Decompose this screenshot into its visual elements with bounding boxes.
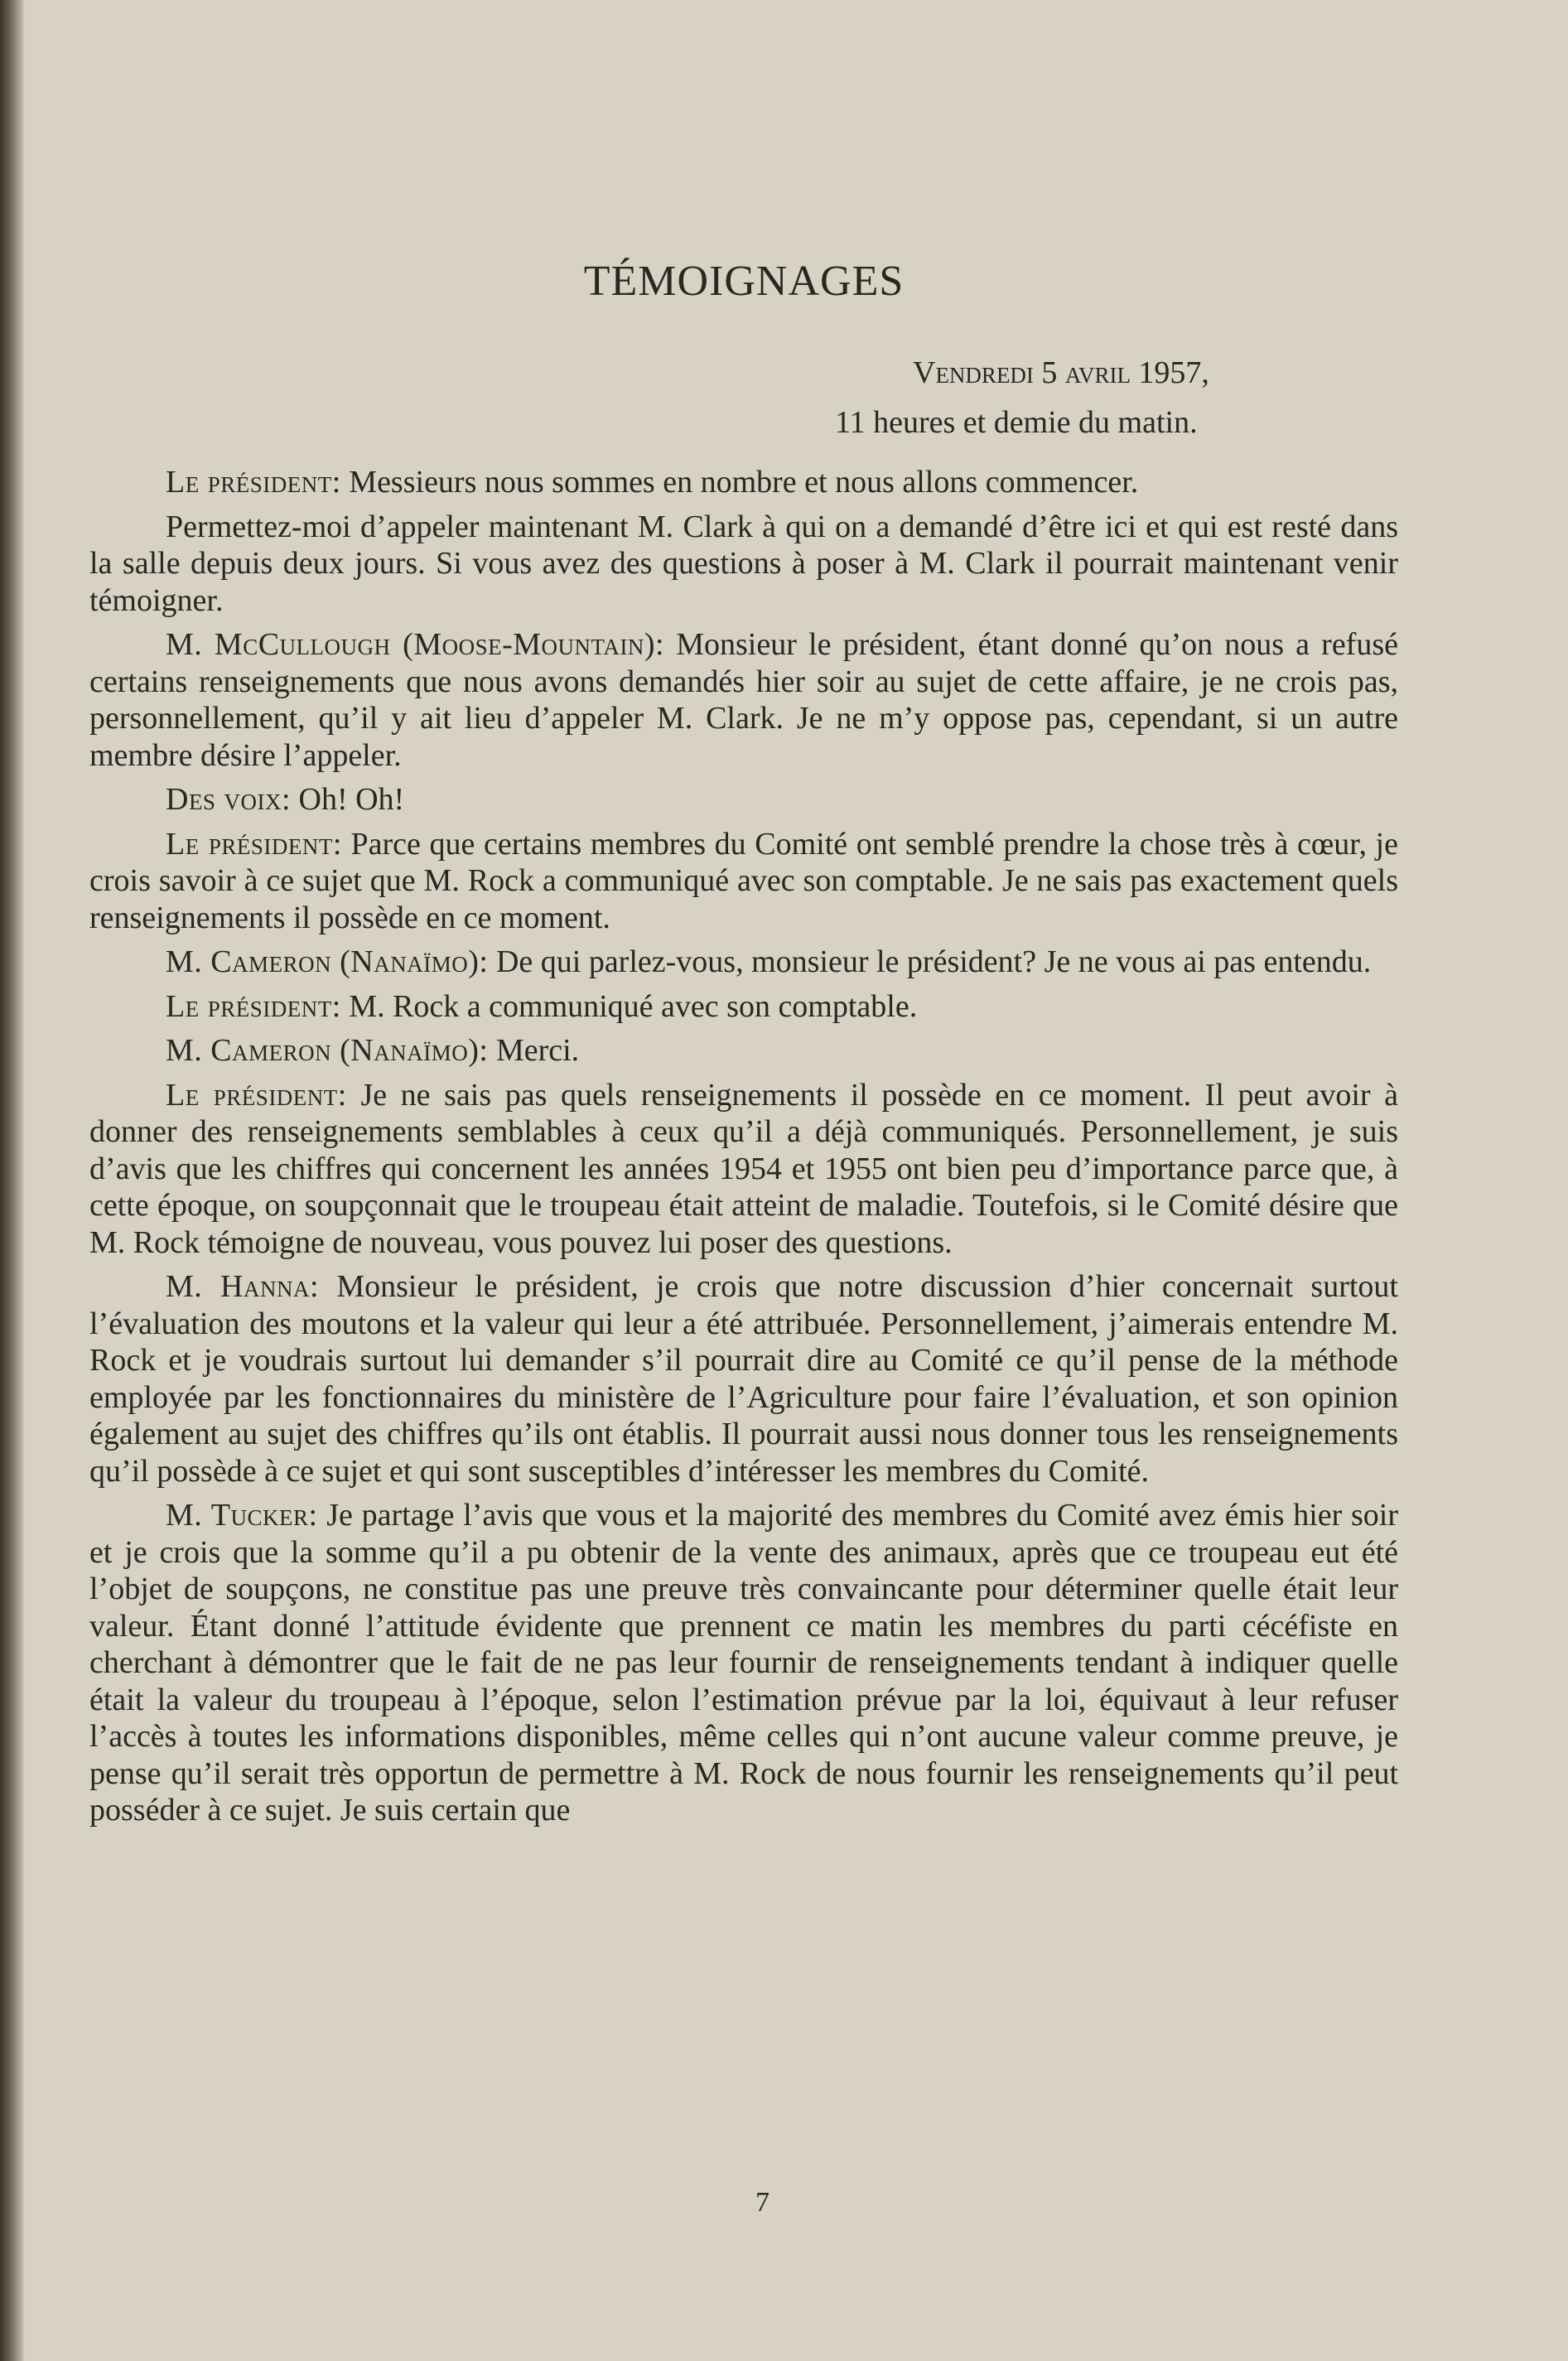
transcript-paragraph [89, 781, 1398, 818]
paragraph-text: Je partage l’avis que vous et la majorité des membres du Comité avez émis hier soir et je crois que la somme qu’il a pu obtenir de la vente des animaux, après que ce troupeau eut été l’objet de soupçons, ne constitue pas une preuve très convaincante pour déterminer quelle était leur valeur. Étant donné l’attitude évidente que prennent ce matin les membres du parti cécéfiste en cherchant à démontrer que le fait de ne pas leur fournir de renseignements tendant à indiquer quelle était la valeur du troupeau à l’époque, selon l’estimation prévue par la loi, équivaut à leur refuser l’accès à toutes les informations disponibles, même celles qui n’ont aucune valeur comme preuve, je pense qu’il serait très opportun de permettre à M. Rock de nous fournir les renseignements qu’il peut posséder à ce sujet. Je suis certain que [89, 1498, 1398, 1827]
transcript-paragraph [89, 509, 1398, 620]
paragraph-text: Merci. [488, 1033, 580, 1068]
transcript-paragraph [89, 944, 1398, 981]
paragraph-text: Je ne sais pas quels renseignements il possède en ce moment. Il peut avoir à donner des renseignements semblables à ceux qu’il a déjà communiqués. Personnellement, je suis d’avis que les chiffres qui concernent les années 1954 et 1955 ont bien peu d’importance parce que, à cette époque, on soupçonnait que le troupeau était atteint de maladie. Toutefois, si le Comité désire que M. Rock témoigne de nouveau, vous pouvez lui poser des questions. [89, 1077, 1398, 1260]
paragraph-text: Permettez-moi d’appeler maintenant M. Clark à qui on a demandé d’être ici et qui est resté dans la salle depuis deux jours. Si vous avez des questions à poser à M. Clark il pourrait maintenant venir témoigner. [89, 509, 1398, 618]
page-number: 7 [755, 2187, 770, 2218]
speaker-label: Le président: [166, 826, 342, 862]
paragraph-text: De qui parlez-vous, monsieur le président? Je ne vous ai pas entendu. [488, 944, 1372, 979]
paragraph-text: Monsieur le président, étant donné qu’on nous a refusé certains renseignements que nous avons demandés hier soir au sujet de cette affaire, je ne crois pas, personnellement, qu’il y ait lieu d’appeler M. Clark. Je ne m’y oppose pas, cependant, si un autre membre désire l’appeler. [89, 627, 1398, 773]
transcript-paragraph [89, 1077, 1398, 1262]
dateline [835, 348, 1415, 447]
speaker-label: M. McCullough (Moose-Mountain): [166, 627, 665, 662]
transcript-paragraph [89, 626, 1398, 774]
speaker-label: M. Hanna: [166, 1269, 320, 1304]
speaker-label: M. Tucker: [166, 1498, 318, 1533]
date-line-time: 11 heures et demie du matin. [835, 405, 1198, 440]
speaker-label: Le président: [166, 465, 341, 500]
date-day: Vendredi 5 avril 1957, [913, 355, 1209, 390]
page-title: TÉMOIGNAGES [583, 258, 905, 305]
transcript-paragraph [89, 464, 1398, 501]
transcript-paragraph [89, 1497, 1398, 1829]
paragraph-text: Messieurs nous sommes en nombre et nous allons commencer. [340, 465, 1139, 500]
transcript-body [89, 464, 1398, 1837]
speaker-label: Des voix: [166, 782, 291, 817]
book-binding-edge [0, 0, 25, 2361]
paragraph-text: M. Rock a communiqué avec son comptable. [340, 988, 918, 1024]
paragraph-text: Monsieur le président, je crois que notre discussion d’hier concernait surtout l’évaluation des moutons et la valeur qui leur a été attribuée. Personnellement, j’aimerais entendre M. Rock et je voudrais surtout lui demander s’il pourrait dire au Comité ce qu’il pense de la méthode employée par les fonctionnaires du ministère de l’Agriculture pour faire l’évaluation, et son opinion également au sujet des chiffres qu’ils ont établis. Il pourrait aussi nous donner tous les renseignements qu’il possède à ce sujet et qui sont susceptibles d’intéresser les membres du Comité. [89, 1269, 1398, 1489]
transcript-paragraph [89, 1268, 1398, 1490]
paragraph-text: Parce que certains membres du Comité ont semblé prendre la chose très à cœur, je crois savoir à ce sujet que M. Rock a communiqué avec son comptable. Je ne sais pas exactement quels renseignements il possède en ce moment. [89, 826, 1398, 935]
date-line-day [835, 348, 1415, 398]
speaker-label: Le président: [166, 1077, 347, 1113]
document-page [89, 0, 1415, 2361]
paragraph-text: Oh! Oh! [291, 782, 405, 817]
speaker-label: M. Cameron (Nanaïmo): [166, 944, 489, 979]
transcript-paragraph [89, 988, 1398, 1026]
transcript-paragraph [89, 826, 1398, 937]
speaker-label: Le président: [166, 988, 341, 1024]
transcript-paragraph [89, 1032, 1398, 1069]
speaker-label: M. Cameron (Nanaïmo): [166, 1033, 489, 1068]
